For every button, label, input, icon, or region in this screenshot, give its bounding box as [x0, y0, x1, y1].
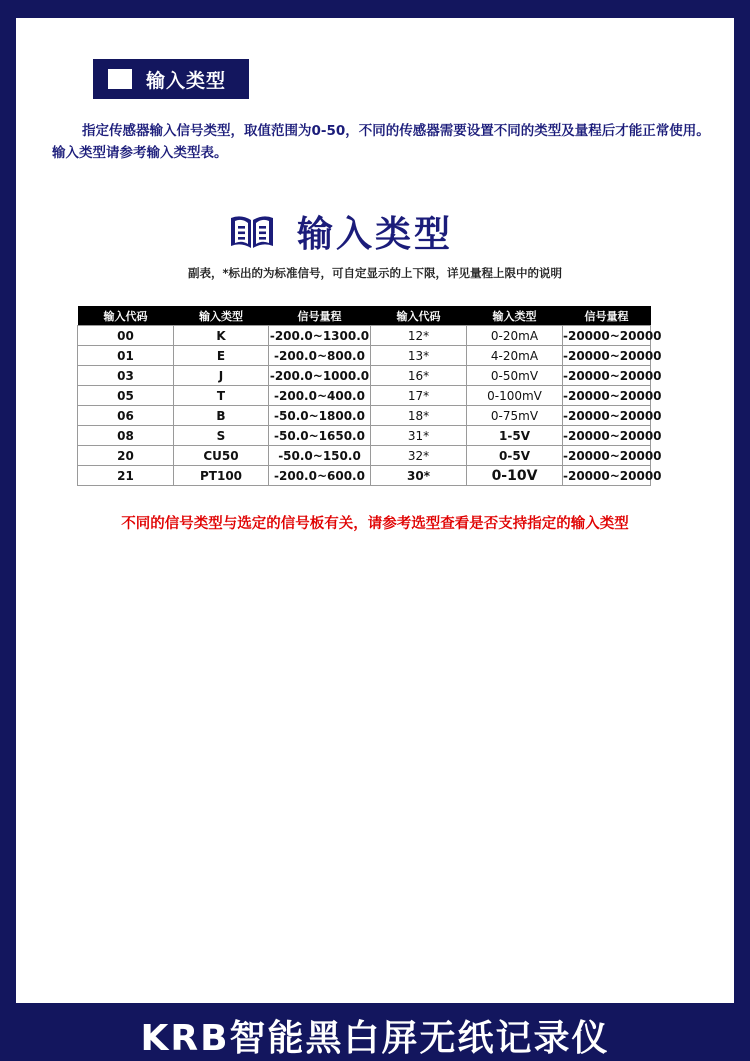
signal-range: -200.0~400.0: [269, 386, 371, 406]
input-type: K: [174, 326, 269, 346]
input-type: 0-100mV: [467, 386, 563, 406]
page-title-text: 输入类型: [297, 213, 454, 255]
input-code: 00: [78, 326, 174, 346]
table-row: [78, 366, 651, 386]
input-type-table: [77, 306, 662, 486]
input-code: 01: [78, 346, 174, 366]
signal-range: -20000~20000: [563, 386, 651, 406]
signal-range: -20000~20000: [563, 466, 651, 486]
square-icon: [108, 69, 132, 89]
header-signal-range: 信号量程: [563, 306, 651, 326]
input-code: 13*: [371, 346, 467, 366]
input-type: 0-5V: [467, 446, 563, 466]
signal-range: -20000~20000: [563, 366, 651, 386]
input-type: B: [174, 406, 269, 426]
footer-product-name: KRB智能黑白屏无纸记录仪: [140, 1018, 610, 1059]
input-type: 1-5V: [467, 426, 563, 446]
signal-range: -50.0~1650.0: [269, 426, 371, 446]
input-code: 05: [78, 386, 174, 406]
table-row: [78, 386, 651, 406]
table-row: [78, 466, 651, 486]
input-code: 31*: [371, 426, 467, 446]
input-type: 0-75mV: [467, 406, 563, 426]
input-code: 32*: [371, 446, 467, 466]
table-header-row: [78, 306, 651, 326]
input-type: CU50: [174, 446, 269, 466]
table-row: [78, 326, 651, 346]
table-row: [78, 346, 651, 366]
input-type: 0-50mV: [467, 366, 563, 386]
section-header-title: 输入类型: [146, 69, 227, 92]
intro-paragraph: 指定传感器输入信号类型，取值范围为0-50，不同的传感器需要设置不同的类型及量程后才能正常使用。输入类型请参考输入类型表。: [52, 123, 710, 161]
input-type: E: [174, 346, 269, 366]
signal-range: -200.0~600.0: [269, 466, 371, 486]
input-code: 06: [78, 406, 174, 426]
header-input-type: 输入类型: [174, 306, 269, 326]
signal-range: -20000~20000: [563, 346, 651, 366]
input-code: 21: [78, 466, 174, 486]
section-header: [93, 59, 249, 99]
signal-range: -200.0~1000.0: [269, 366, 371, 386]
input-code: 20: [78, 446, 174, 466]
signal-range: -50.0~150.0: [269, 446, 371, 466]
signal-range: -200.0~800.0: [269, 346, 371, 366]
signal-range: -20000~20000: [563, 446, 651, 466]
warning-text: 不同的信号类型与选定的信号板有关，请参考选型查看是否支持指定的输入类型: [121, 516, 629, 532]
input-code: 03: [78, 366, 174, 386]
signal-range: -20000~20000: [563, 326, 651, 346]
table-row: [78, 446, 651, 466]
input-type: 4-20mA: [467, 346, 563, 366]
table-row: [78, 406, 651, 426]
input-type: S: [174, 426, 269, 446]
document-page: [16, 18, 734, 1003]
input-code: 16*: [371, 366, 467, 386]
input-code: 08: [78, 426, 174, 446]
table-note: 副表，*标出的为标准信号，可自定显示的上下限，详见量程上限中的说明: [187, 266, 562, 280]
input-type: 0-20mA: [467, 326, 563, 346]
signal-range: -200.0~1300.0: [269, 326, 371, 346]
signal-range: -20000~20000: [563, 426, 651, 446]
book-icon: [229, 211, 275, 251]
page-title: [229, 206, 453, 256]
input-code: 12*: [371, 326, 467, 346]
input-type: 0-10V: [467, 466, 563, 486]
header-signal-range: 信号量程: [269, 306, 371, 326]
input-type: J: [174, 366, 269, 386]
input-code: 30*: [371, 466, 467, 486]
input-type: T: [174, 386, 269, 406]
header-input-code: 输入代码: [78, 306, 174, 326]
header-input-code: 输入代码: [371, 306, 467, 326]
input-type: PT100: [174, 466, 269, 486]
input-code: 17*: [371, 386, 467, 406]
header-input-type: 输入类型: [467, 306, 563, 326]
input-code: 18*: [371, 406, 467, 426]
signal-range: -50.0~1800.0: [269, 406, 371, 426]
table-row: [78, 426, 651, 446]
signal-range: -20000~20000: [563, 406, 651, 426]
